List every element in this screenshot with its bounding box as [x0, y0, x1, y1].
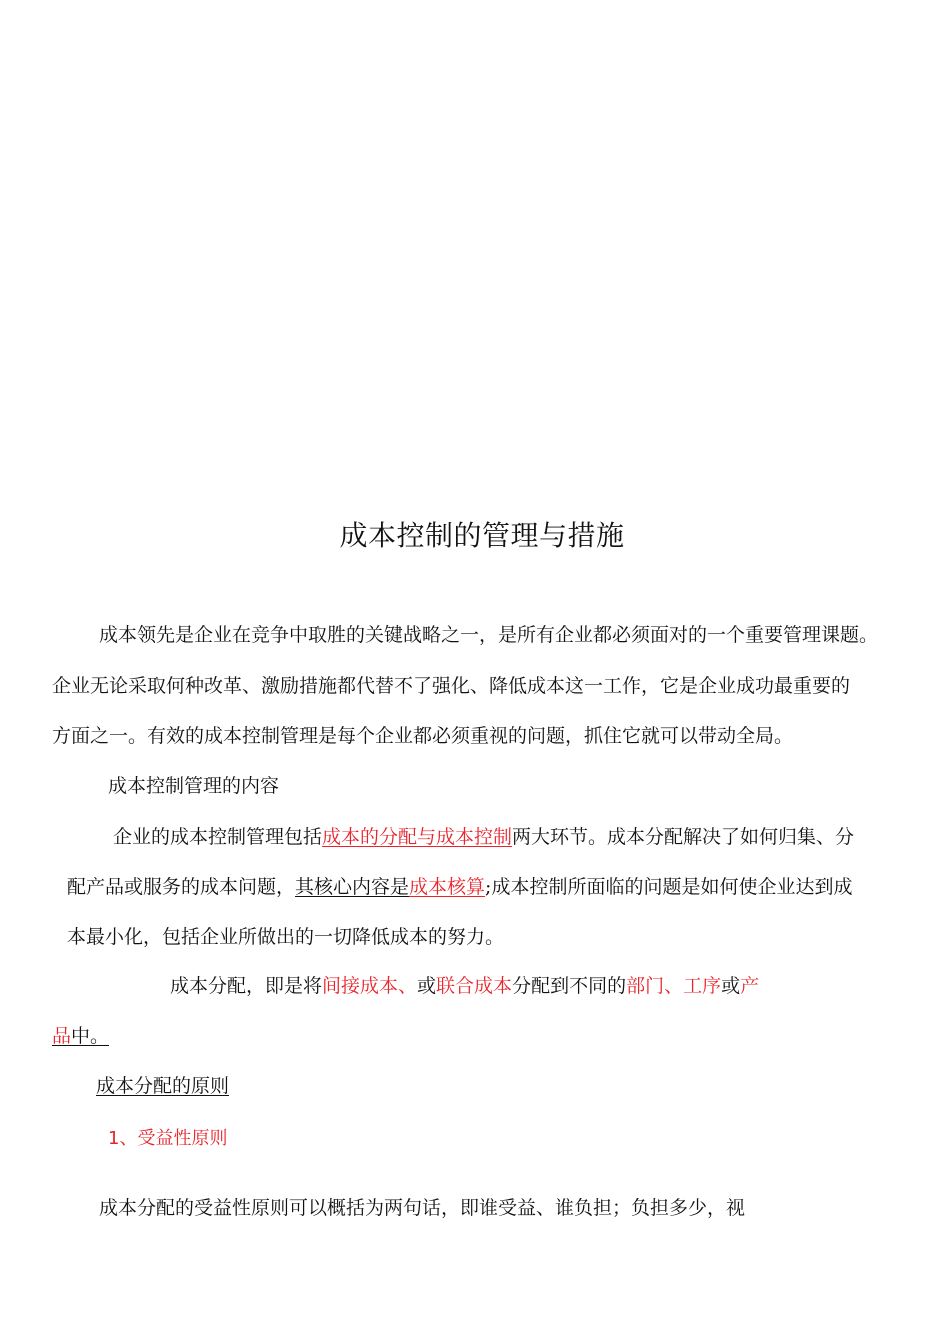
principle-1-heading: 1、受益性原则 — [108, 1128, 228, 1149]
allocation-line-2-underlined — [52, 1025, 109, 1047]
highlight-product-end: 品 — [52, 1025, 72, 1047]
allocation-line-2 — [52, 1023, 109, 1049]
highlight-joint-cost: 联合成本 — [436, 975, 513, 997]
underlined-core-content: 其核心内容是 — [295, 876, 410, 898]
intro-line-3: 方面之一。有效的成本控制管理是每个企业都必须重视的问题，抓住它就可以带动全局。 — [52, 725, 794, 747]
principle-1-text: 成本分配的受益性原则可以概括为两句话，即谁受益、谁负担；负担多少，视 — [99, 1197, 746, 1219]
intro-line-2: 企业无论采取何种改革、激励措施都代替不了强化、降低成本这一工作，它是企业成功最重要的 — [52, 675, 851, 697]
document-title: 成本控制的管理与措施 — [339, 519, 625, 552]
content-text: ;成本控制所面临的问题是如何使企业达到成 — [485, 876, 853, 898]
highlight-cost-accounting: 成本核算 — [409, 876, 486, 898]
allocation-text: 成本分配，即是将 — [170, 975, 323, 997]
highlight-cost-allocation-control: 成本的分配与成本控制 — [322, 826, 513, 848]
intro-line-1: 成本领先是企业在竞争中取胜的关键战略之一，是所有企业都必须面对的一个重要管理课题。 — [99, 624, 879, 646]
allocation-text: 中。 — [71, 1025, 110, 1047]
content-text: 配产品或服务的成本问题， — [67, 876, 296, 898]
allocation-text: 分配到不同的 — [512, 975, 627, 997]
highlight-product-start: 产 — [740, 975, 760, 997]
content-line-1 — [113, 824, 854, 850]
content-line-2 — [67, 874, 852, 900]
allocation-line-1 — [170, 973, 759, 999]
content-text: 企业的成本控制管理包括 — [113, 826, 323, 848]
principles-heading: 成本分配的原则 — [96, 1075, 230, 1097]
content-text: 两大环节。成本分配解决了如何归集、分 — [512, 826, 855, 848]
highlight-department-process: 部门、工序 — [626, 975, 722, 997]
allocation-text: 或 — [417, 975, 437, 997]
content-line-3: 本最小化，包括企业所做出的一切降低成本的努力。 — [67, 926, 505, 948]
section-heading: 成本控制管理的内容 — [108, 775, 280, 797]
highlight-indirect-cost: 间接成本、 — [322, 975, 418, 997]
allocation-text: 或 — [721, 975, 741, 997]
